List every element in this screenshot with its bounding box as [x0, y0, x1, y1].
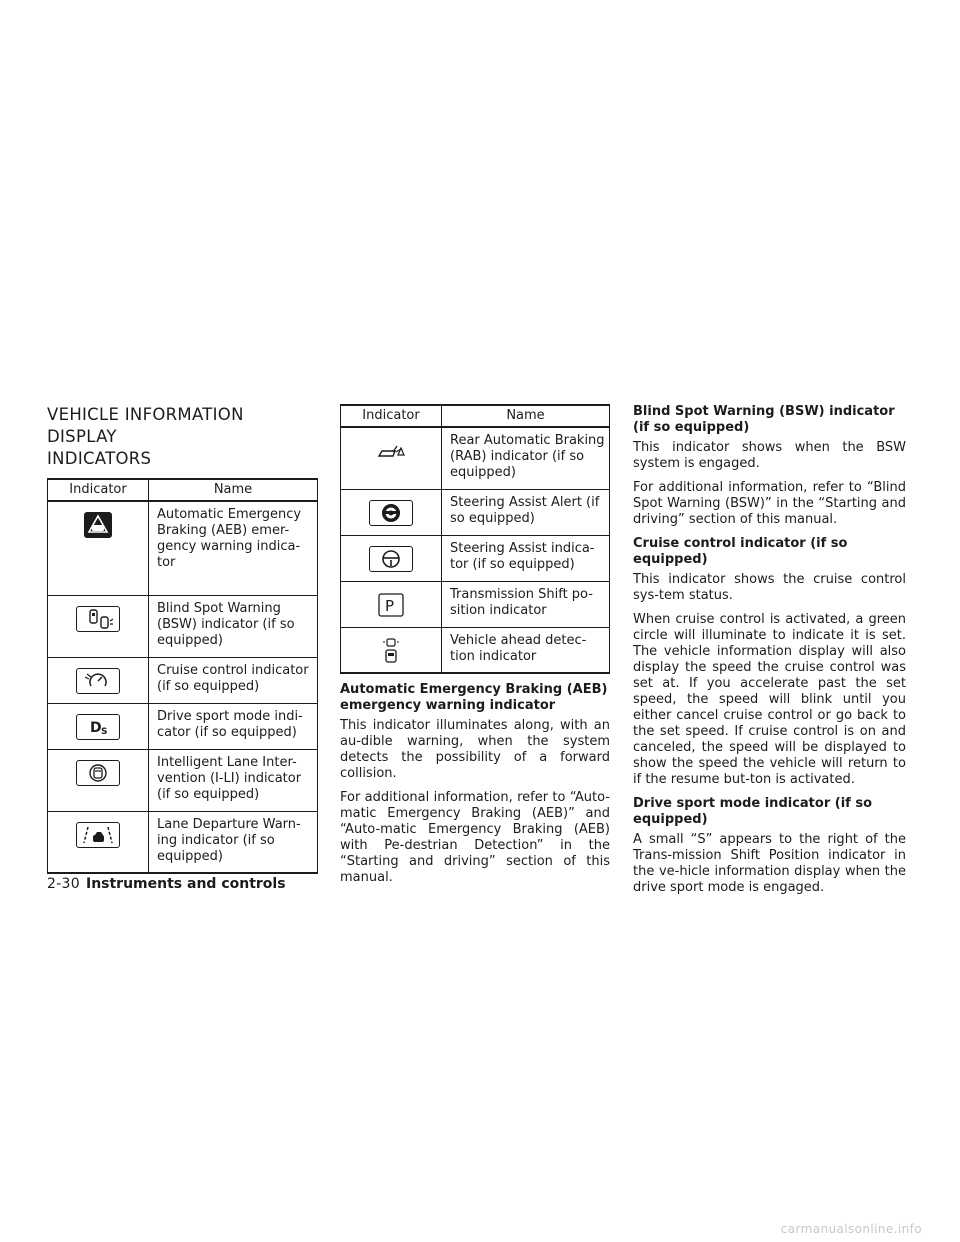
page-number: 2-30 [47, 876, 80, 892]
watermark: carmanualsonline.info [780, 1222, 922, 1236]
middle-column [340, 404, 610, 894]
icon-cell [48, 501, 149, 595]
table-row [48, 595, 318, 657]
lane-intervention-icon [76, 760, 120, 786]
indicator-name: Drive sport mode indi-cator (if so equipped) [149, 703, 318, 749]
cruise-control-icon [76, 668, 120, 694]
indicator-name: Cruise control indicator (if so equipped) [149, 657, 318, 703]
indicator-name: Blind Spot Warning (BSW) indicator (if so equipped) [149, 595, 318, 657]
table-header-row [48, 479, 318, 501]
indicator-name: Steering Assist Alert (if so equipped) [442, 489, 610, 535]
indicator-name: Intelligent Lane Inter-vention (I-LI) indicator (if so equipped) [149, 749, 318, 811]
table-row [48, 501, 318, 595]
steering-assist-icon [369, 546, 413, 572]
table-row [341, 581, 610, 627]
icon-cell [48, 657, 149, 703]
icon-cell [341, 427, 442, 489]
icon-cell [341, 489, 442, 535]
vehicle-ahead-icon [369, 636, 413, 666]
icon-cell [341, 627, 442, 673]
section-title-line-1: VEHICLE INFORMATION DISPLAY [47, 405, 244, 446]
steering-alert-icon [369, 500, 413, 526]
indicator-table-1 [47, 478, 318, 874]
svg-text:S: S [101, 726, 108, 737]
indicator-name: Rear Automatic Braking (RAB) indicator (if so equipped) [442, 427, 610, 489]
aeb-warning-icon [76, 510, 120, 540]
indicator-name: Transmission Shift po-sition indicator [442, 581, 610, 627]
aeb-paragraph-1: This indicator illuminates along, with an au-dible warning, when the system detects the possibility of a forward collision. [340, 718, 610, 781]
aeb-heading: Automatic Emergency Braking (AEB) emergency warning indicator [340, 682, 608, 713]
table-row [48, 657, 318, 703]
icon-cell [341, 535, 442, 581]
bsw-paragraph-2: For additional information, refer to “Blind Spot Warning (BSW)” in the “Starting and driving” section of this manual. [633, 480, 906, 527]
table-row [48, 749, 318, 811]
sport-paragraph-1: A small “S” appears to the right of the Trans-mission Shift Position indicator in the ve-hicle information display when the drive sport mode is engaged. [633, 832, 906, 895]
table-header-row [341, 405, 610, 427]
icon-cell [48, 811, 149, 873]
indicator-name: Automatic Emergency Braking (AEB) emer-gency warning indica-tor [149, 501, 318, 595]
cruise-paragraph-2: When cruise control is activated, a green circle will illuminate to indicate it is set. The vehicle information display will also display the speed the cruise control was set at. If you accelerate past the set speed, the speed will blink until you either cancel cruise control or go back to the set speed. If cruise control is on and canceled, the speed will be displayed to show the speed the vehicle will return to if the resume but-ton is activated. [633, 612, 906, 787]
cruise-heading: Cruise control indicator (if so equipped) [633, 536, 848, 567]
lane-departure-icon [76, 822, 120, 848]
section-title-line-2: INDICATORS [47, 449, 152, 468]
rear-braking-icon [369, 436, 413, 466]
blind-spot-icon [76, 606, 120, 632]
bsw-paragraph-1: This indicator shows when the BSW system is engaged. [633, 440, 906, 471]
chapter-title: Instruments and controls [85, 876, 286, 892]
bsw-heading: Blind Spot Warning (BSW) indicator (if so equipped) [633, 404, 895, 435]
icon-cell [48, 703, 149, 749]
left-column [47, 404, 318, 874]
indicator-name: Vehicle ahead detec-tion indicator [442, 627, 610, 673]
right-column [633, 404, 906, 904]
table-row [341, 627, 610, 673]
shift-position-icon [369, 590, 413, 620]
icon-cell [341, 581, 442, 627]
page-footer [47, 876, 286, 892]
table-row [48, 703, 318, 749]
indicator-table-2 [340, 404, 610, 674]
aeb-paragraph-2: For additional information, refer to “Auto-matic Emergency Braking (AEB)” and “Auto-matic Emergency Braking (AEB) with Pe-destrian Detection” in the “Starting and driving” section of this manual. [340, 790, 610, 885]
header-indicator: Indicator [48, 479, 149, 501]
indicator-name: Steering Assist indica-tor (if so equipped) [442, 535, 610, 581]
sport-heading: Drive sport mode indicator (if so equipped) [633, 796, 873, 827]
header-indicator: Indicator [341, 405, 442, 427]
table-row [48, 811, 318, 873]
svg-text:P: P [385, 596, 395, 615]
icon-cell [48, 595, 149, 657]
icon-cell [48, 749, 149, 811]
section-title [47, 404, 318, 470]
table-row [341, 489, 610, 535]
drive-sport-icon [76, 714, 120, 740]
header-name: Name [149, 479, 318, 501]
svg-text:D: D [90, 719, 102, 736]
header-name: Name [442, 405, 610, 427]
table-row [341, 427, 610, 489]
cruise-paragraph-1: This indicator shows the cruise control sys-tem status. [633, 572, 906, 603]
indicator-name: Lane Departure Warn-ing indicator (if so equipped) [149, 811, 318, 873]
table-row [341, 535, 610, 581]
